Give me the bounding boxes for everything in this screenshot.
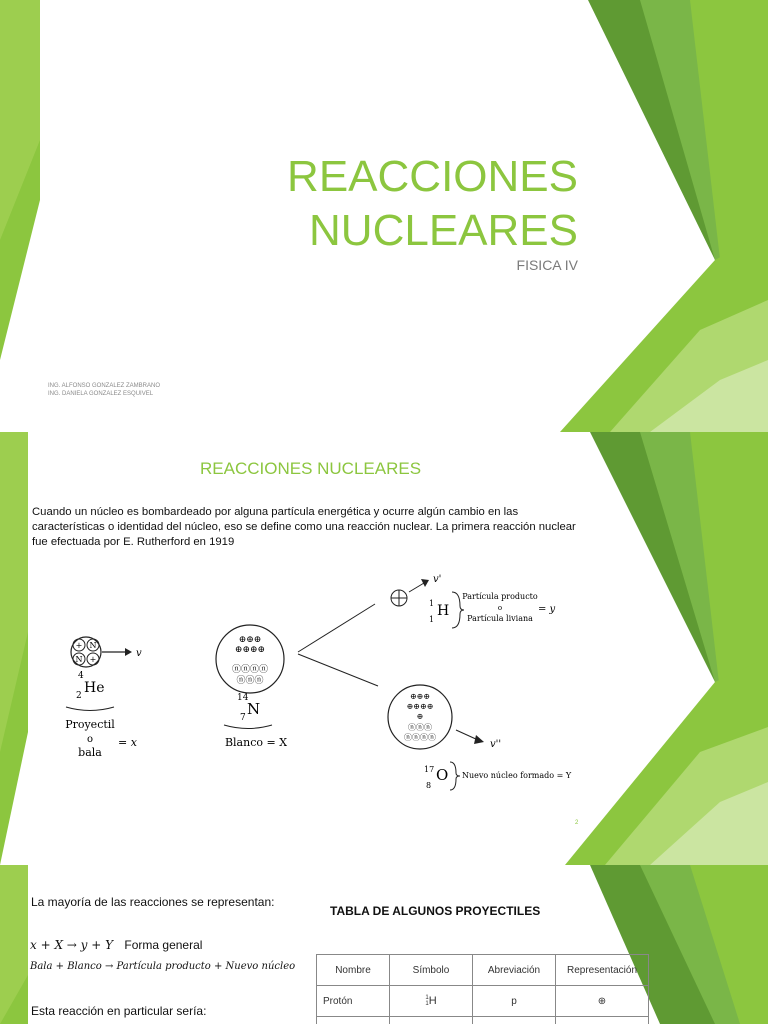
h-atomic-number: 1 — [429, 615, 435, 624]
cell-name: Protón — [317, 986, 390, 1017]
table-header-row — [317, 955, 649, 986]
cell-representation: ⊕ — [556, 986, 649, 1017]
target-label: Blanco = X — [224, 736, 288, 749]
svg-text:ⓝⓝⓝ: ⓝⓝⓝ — [408, 723, 432, 732]
o-mass-number: 17 — [424, 765, 435, 774]
svg-text:+: + — [75, 641, 83, 650]
v-prime-label: v' — [433, 574, 442, 585]
col-header: Símbolo — [390, 955, 473, 986]
reaction-diagram — [0, 562, 600, 802]
brace — [66, 707, 114, 711]
title-line-1: REACCIONES — [287, 152, 578, 201]
svg-text:ⓝⓝⓝⓝ: ⓝⓝⓝⓝ — [231, 665, 269, 675]
new-nucleus-label: Nuevo núcleo formado = Y — [462, 771, 572, 780]
n-symbol: N — [247, 700, 261, 718]
helium-nucleus — [71, 637, 101, 667]
slide-title — [0, 0, 768, 432]
general-form — [30, 938, 202, 952]
author-1: ING. ALFONSO GONZALEZ ZAMBRANO — [48, 383, 161, 389]
cell-abbreviation: p — [473, 986, 556, 1017]
element-symbol: H — [428, 994, 437, 1007]
projectile-bala: bala — [78, 746, 102, 759]
eq-x: = x — [118, 736, 137, 749]
col-header: Abreviación — [473, 955, 556, 986]
product-label: Partícula producto — [462, 592, 538, 601]
v-label: v — [136, 648, 142, 659]
word-equation: Bala + Blanco → Partícula producto + Nuevo núcleo — [30, 961, 296, 972]
general-equation: x + X → y + Y — [30, 938, 114, 952]
atomic-number: 1 — [425, 1001, 429, 1008]
neutron-label: N — [75, 655, 83, 664]
product-line — [298, 654, 378, 686]
representation-intro: La mayoría de las reacciones se representan: — [31, 895, 275, 909]
velocity-arrow — [409, 583, 424, 592]
projectiles-table — [316, 954, 649, 1024]
he-atomic-number: 2 — [76, 691, 82, 701]
intro-paragraph: Cuando un núcleo es bombardeado por alguna partícula energética y ocurre algún cambio en las características o identidad del núcleo, eso se define como una reacción nuclear. La primera reacción nuclear fue efectuada por E. Rutherford en 1919 — [32, 506, 576, 548]
o-symbol: O — [436, 766, 449, 784]
authors — [48, 382, 160, 398]
svg-text:⊕⊕⊕⊕: ⊕⊕⊕⊕ — [406, 702, 434, 711]
col-header: Nombre — [317, 955, 390, 986]
svg-text:⊕⊕⊕: ⊕⊕⊕ — [238, 635, 262, 645]
svg-text:⊕⊕⊕⊕: ⊕⊕⊕⊕ — [234, 645, 266, 655]
title-line-2: NUCLEARES — [309, 206, 578, 255]
mass-number: 1 — [425, 995, 429, 1002]
table-row — [317, 986, 649, 1017]
neutron-label: N — [89, 641, 97, 650]
velocity-arrow — [456, 730, 478, 740]
o-atomic-number: 8 — [426, 781, 432, 790]
page-number: 2 — [575, 820, 579, 826]
svg-text:⊕⊕⊕: ⊕⊕⊕ — [409, 692, 431, 701]
he-symbol: He — [84, 680, 105, 696]
col-header: Representación — [556, 955, 649, 986]
brace — [450, 762, 460, 790]
eq-y: = y — [538, 604, 556, 615]
n-atomic-number: 7 — [240, 713, 246, 723]
table-row — [317, 1017, 649, 1024]
svg-text:ⓝⓝⓝ: ⓝⓝⓝ — [236, 676, 264, 686]
v-double-label: v'' — [490, 739, 502, 750]
author-2: ING. DANIELA GONZALEZ ESQUIVEL — [48, 391, 154, 397]
svg-text:⊕: ⊕ — [416, 712, 424, 721]
he-mass-number: 4 — [78, 671, 84, 681]
brace — [224, 725, 272, 729]
table-title: TABLA DE ALGUNOS PROYECTILES — [330, 904, 541, 918]
product-or: o — [497, 604, 503, 612]
oxygen-nucleus — [388, 685, 452, 749]
svg-text:+: + — [89, 655, 97, 664]
projectile-label: Proyectil — [65, 718, 115, 731]
projectile-or: o — [86, 734, 94, 745]
cell-symbol — [390, 986, 473, 1017]
particular-reaction: Esta reacción en particular sería: — [31, 1004, 207, 1018]
slide-projectiles — [0, 865, 768, 1024]
subtitle: FISICA IV — [516, 257, 578, 273]
slide-nuclear-reactions — [0, 432, 768, 865]
product-line — [298, 604, 375, 652]
n-mass-number: 14 — [237, 693, 249, 703]
h-symbol: H — [437, 603, 450, 619]
h-mass-number: 1 — [429, 599, 435, 608]
light-particle-label: Partícula liviana — [467, 614, 533, 623]
slide-heading: REACCIONES NUCLEARES — [200, 459, 422, 478]
title — [178, 150, 578, 258]
nitrogen-nucleus — [216, 625, 284, 693]
svg-text:ⓝⓝⓝⓝ: ⓝⓝⓝⓝ — [404, 733, 436, 742]
general-label: Forma general — [124, 938, 203, 952]
